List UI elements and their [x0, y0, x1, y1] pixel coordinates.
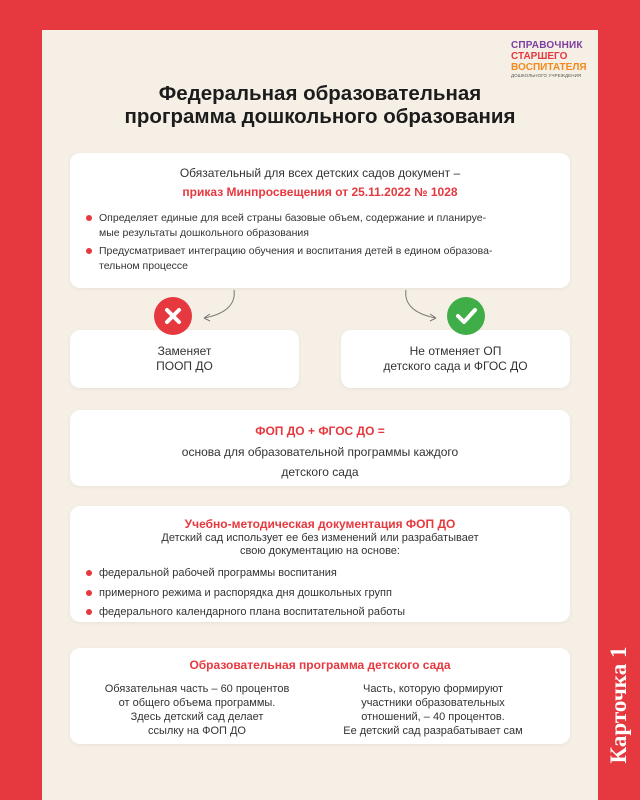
bullet-item — [86, 244, 556, 259]
logo-line-2: СТАРШЕГО — [511, 51, 568, 62]
bullet-item — [86, 586, 556, 601]
bullet-continuation — [86, 226, 556, 241]
bullet-text: федерального календарного плана воспитательной работы — [99, 606, 406, 618]
program-heading: Образовательная программа детского сада — [189, 658, 451, 672]
logo — [511, 40, 599, 79]
methodical-bullets — [86, 566, 556, 623]
methodical-text — [130, 532, 510, 557]
not-cancels-text — [341, 344, 570, 374]
order-text: приказ Минпросвещения от 25.11.2022 № 1028 — [182, 185, 458, 199]
title-line-2: программа дошкольного образования — [124, 105, 516, 128]
side-strip — [598, 0, 640, 800]
bullet-dot-icon — [86, 248, 92, 254]
basis-line-2: детского сада — [281, 465, 359, 479]
bullet-item — [86, 566, 556, 581]
bullet-dot-icon — [86, 590, 92, 596]
intro-bullets — [86, 211, 556, 276]
replaces-text — [70, 344, 299, 374]
basis-heading: ФОП ДО + ФГОС ДО = — [255, 424, 385, 438]
bullet-text: тельном процессе — [99, 259, 188, 272]
bullet-text: Определяет единые для всей страны базовые объем, содержание и планируе- — [99, 212, 487, 224]
replaces-line-2: ПООП ДО — [156, 359, 213, 373]
logo-line-1: СПРАВОЧНИК — [511, 40, 583, 51]
bullet-text: федеральной рабочей программы воспитания — [99, 567, 337, 579]
bullet-continuation — [86, 259, 556, 274]
bullet-text: Предусматривает интеграцию обучения и воспитания детей в едином образова- — [99, 245, 493, 257]
cross-icon — [154, 297, 192, 335]
participants-line: отношений, – 40 процентов. — [361, 711, 505, 723]
right-curved-arrow-icon — [398, 288, 450, 328]
bullet-dot-icon — [86, 609, 92, 615]
participants-line: участники образовательных — [361, 697, 505, 709]
program-mandatory-part — [92, 682, 302, 738]
title-line-1: Федеральная образовательная — [158, 82, 482, 105]
mandatory-line: Обязательная часть – 60 процентов — [104, 683, 290, 695]
intro-text: Обязательный для всех детских садов документ – — [179, 166, 461, 180]
bullet-dot-icon — [86, 215, 92, 221]
program-card — [70, 648, 570, 744]
methodical-line-1: Детский сад использует ее без изменений или разрабатывает — [161, 532, 479, 544]
left-curved-arrow-icon — [190, 288, 242, 328]
basis-text — [70, 442, 570, 482]
basis-line-1: основа для образовательной программы каждого — [181, 445, 459, 459]
mandatory-line: Здесь детский сад делает — [130, 711, 264, 723]
page-title — [60, 82, 580, 128]
participants-line: Часть, которую формируют — [362, 683, 503, 695]
check-icon — [447, 297, 485, 335]
methodical-line-2: свою документацию на основе: — [240, 544, 400, 557]
bullet-item — [86, 605, 556, 620]
card-number-label: Карточка 1 — [606, 646, 631, 764]
replaces-card — [70, 330, 299, 388]
mandatory-line: от общего объема программы. — [118, 697, 276, 709]
not-cancels-line-1: Не отменяет ОП — [409, 344, 502, 358]
participants-line: Ее детский сад разрабатывает сам — [343, 725, 523, 737]
bullet-text: примерного режима и распорядка дня дошкольных групп — [99, 586, 392, 599]
replaces-line-1: Заменяет — [157, 344, 212, 358]
logo-line-4: ДОШКОЛЬНОГО УЧРЕЖДЕНИЯ — [511, 73, 582, 78]
mandatory-line: ссылку на ФОП ДО — [148, 725, 246, 737]
not-cancels-line-2: детского сада и ФГОС ДО — [383, 359, 528, 373]
logo-line-3: ВОСПИТАТЕЛЯ — [511, 62, 587, 73]
program-participants-part — [328, 682, 538, 738]
bullet-dot-icon — [86, 570, 92, 576]
basis-card — [70, 410, 570, 486]
methodical-heading: Учебно-методическая документация ФОП ДО — [184, 517, 456, 531]
not-cancels-card — [341, 330, 570, 388]
bullet-item — [86, 211, 556, 226]
bullet-text: мые результаты дошкольного образования — [99, 226, 309, 239]
